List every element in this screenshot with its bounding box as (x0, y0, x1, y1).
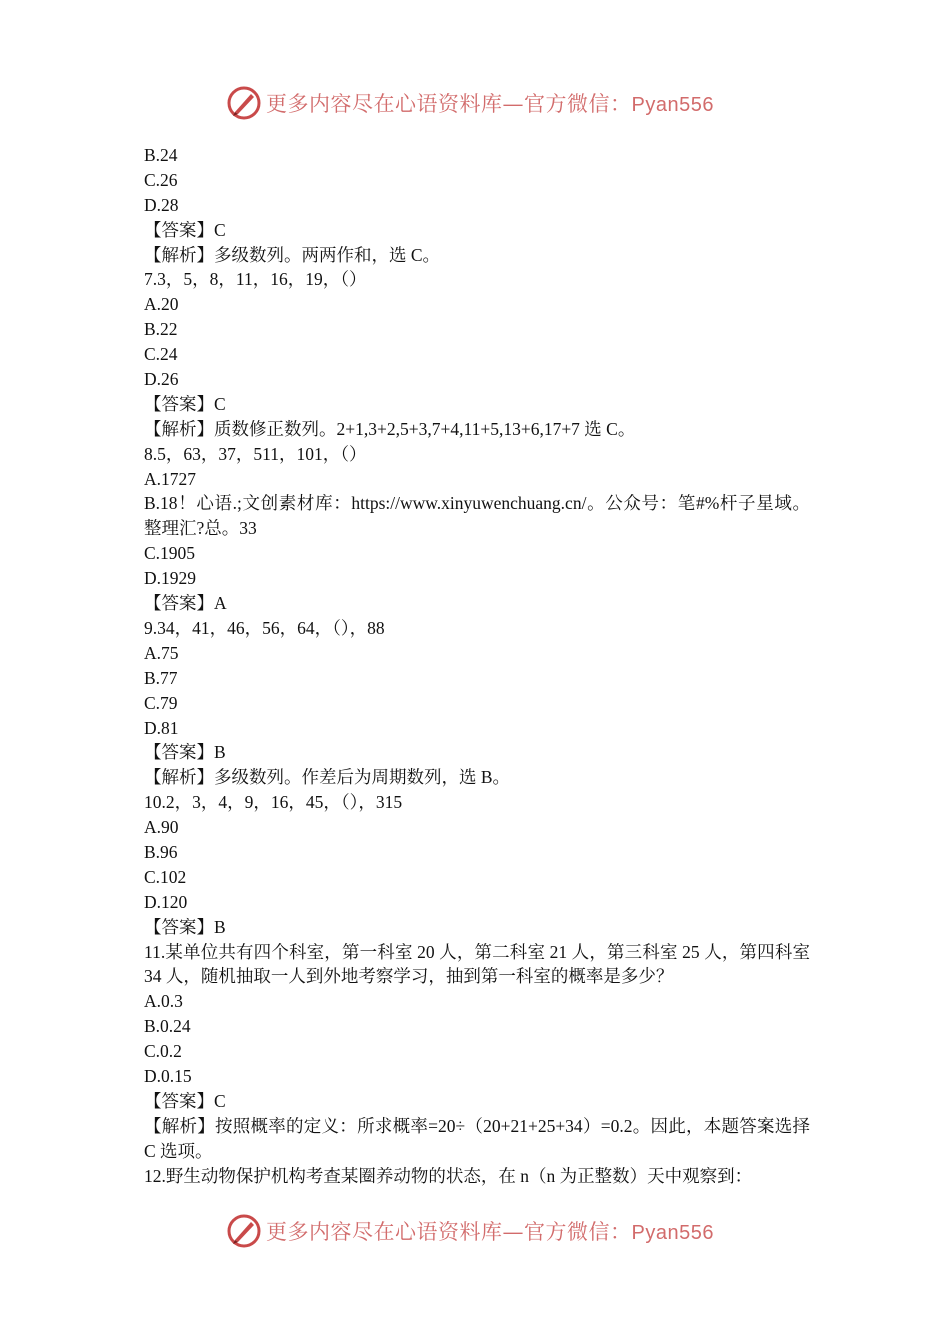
option-line: D.120 (144, 891, 188, 912)
answer-line: 【答案】C (144, 219, 226, 240)
question-content (144, 143, 810, 1189)
option-line: A.75 (144, 642, 179, 663)
option-line: C.26 (144, 169, 178, 190)
answer-line: 【答案】B (144, 916, 226, 937)
option-line: A.90 (144, 817, 179, 838)
pen-logo-icon (226, 85, 262, 121)
analysis-line: 【解析】质数修正数列。2+1,3+2,5+3,7+4,11+5,13+6,17+7 选 C。 (144, 418, 636, 439)
analysis-line: 【解析】按照概率的定义：所求概率=20÷（20+21+25+34）=0.2。因此，本题答案选择 C 选项。 (144, 1115, 810, 1161)
option-line: D.81 (144, 717, 179, 738)
option-line-with-ad: B.18！心语.;文创素材库：https://www.xinyuwenchuang.cn/。公众号：笔#%杆子星域。整理汇?总。33 (144, 493, 810, 539)
option-line: C.0.2 (144, 1041, 182, 1062)
header-watermark (226, 83, 714, 123)
answer-line: 【答案】B (144, 742, 226, 763)
option-line: C.102 (144, 866, 187, 887)
option-line: B.22 (144, 319, 178, 340)
answer-line: 【答案】C (144, 1090, 226, 1111)
option-line: D.26 (144, 369, 179, 390)
option-line: D.1929 (144, 568, 197, 589)
option-line: B.96 (144, 841, 178, 862)
answer-line: 【答案】C (144, 393, 226, 414)
question-line: 9.34，41，46，56，64，（），88 (144, 617, 385, 638)
option-line: D.0.15 (144, 1066, 192, 1087)
option-line: C.79 (144, 692, 178, 713)
question-line: 12.野生动物保护机构考查某圈养动物的状态，在 n（n 为正整数）天中观察到： (144, 1165, 753, 1186)
option-line: B.24 (144, 145, 178, 165)
question-line: 7.3，5，8，11，16，19，（） (144, 269, 367, 290)
question-line: 11.某单位共有四个科室，第一科室 20 人，第二科室 21 人，第三科室 25 人，第四科室 34 人，随机抽取一人到外地考察学习，抽到第一科室的概率是多少？ (144, 941, 810, 987)
option-line: A.0.3 (144, 991, 183, 1012)
pen-logo-icon (226, 1213, 262, 1249)
question-line: 10.2，3，4，9，16，45，（），315 (144, 792, 403, 813)
option-line: C.24 (144, 344, 178, 365)
footer-watermark-text: 更多内容尽在心语资料库—官方微信：Pyan556 (266, 1220, 714, 1244)
header-watermark-text: 更多内容尽在心语资料库—官方微信：Pyan556 (266, 92, 714, 116)
question-line: 8.5，63，37，511，101，（） (144, 443, 367, 464)
option-line: B.0.24 (144, 1016, 191, 1037)
analysis-line: 【解析】多级数列。两两作和，选 C。 (144, 244, 441, 265)
option-line: D.28 (144, 194, 179, 215)
option-line: A.1727 (144, 468, 197, 489)
analysis-line: 【解析】多级数列。作差后为周期数列，选 B。 (144, 767, 511, 788)
answer-line: 【答案】A (144, 593, 227, 614)
option-line: B.77 (144, 667, 178, 688)
option-line: C.1905 (144, 543, 196, 564)
option-line: A.20 (144, 294, 179, 315)
footer-watermark (226, 1211, 714, 1251)
